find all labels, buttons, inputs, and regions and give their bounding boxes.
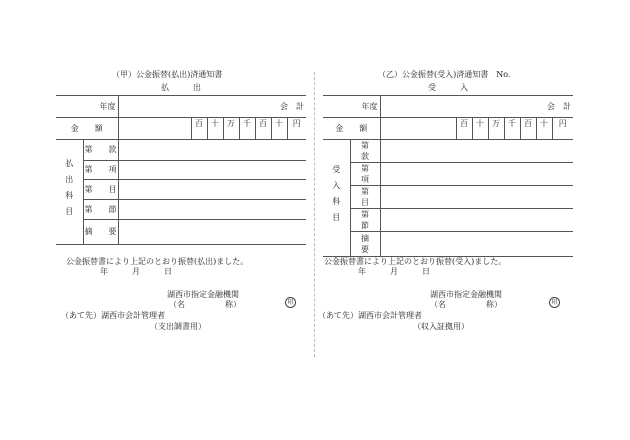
- left-side-label: 払出科目: [64, 158, 74, 223]
- left-field-kan[interactable]: [118, 139, 306, 160]
- left-row-kan: 第 款: [83, 139, 118, 160]
- left-statement: 公金振替書により上記のとおり振替(払出)ました。: [66, 257, 249, 266]
- right-row-setsu: 第 節: [350, 208, 380, 231]
- right-digit-hyaku2: 百: [520, 117, 536, 139]
- left-header-cell: [56, 80, 306, 95]
- right-title: （乙）公金振替(受入)済通知書 No.: [378, 70, 511, 79]
- right-to: （あて先）湖西市会計管理者: [318, 311, 422, 320]
- left-digit-en: 円: [287, 117, 306, 139]
- left-digit-man: 万: [223, 117, 239, 139]
- right-kingaku-label: 金 額: [323, 117, 380, 139]
- right-header-cell: [323, 80, 573, 95]
- left-amount-field[interactable]: [118, 117, 191, 139]
- right-digit-en: 円: [552, 117, 573, 139]
- right-table: [323, 80, 573, 257]
- right-side-label-cell: [323, 139, 350, 256]
- right-row-kou: 第 項: [350, 162, 380, 185]
- right-digit-sen: 千: [504, 117, 520, 139]
- left-purpose: （支出調書用）: [150, 322, 206, 331]
- left-kaikei-label: 会 計: [118, 95, 306, 117]
- right-row-kan: 第 款: [350, 139, 380, 162]
- left-digit-juu2: 十: [271, 117, 287, 139]
- right-amount-field[interactable]: [380, 117, 456, 139]
- right-field-kou[interactable]: [380, 162, 573, 185]
- right-digit-juu: 十: [472, 117, 488, 139]
- right-header: 受 入: [428, 82, 468, 92]
- left-nendo-label: 年度: [56, 95, 118, 117]
- right-side-label: 受入科目: [331, 164, 341, 229]
- left-digit-hyaku: 百: [191, 117, 207, 139]
- left-header: 払 出: [161, 82, 201, 92]
- left-bank-name: （名 称）: [169, 300, 241, 309]
- right-row-moku: 第 目: [350, 185, 380, 208]
- right-seal: 印: [549, 297, 560, 308]
- left-seal: 印: [285, 297, 296, 308]
- left-row-kou: 第 項: [83, 160, 118, 179]
- left-to: （あて先）湖西市会計管理者: [61, 311, 165, 320]
- right-field-setsu[interactable]: [380, 208, 573, 231]
- right-digit-juu2: 十: [536, 117, 552, 139]
- right-bank-name: （名 称）: [430, 300, 502, 309]
- right-field-moku[interactable]: [380, 185, 573, 208]
- left-field-setsu[interactable]: [118, 199, 306, 219]
- left-digit-hyaku2: 百: [255, 117, 271, 139]
- left-row-tekiyou: 摘 要: [83, 219, 118, 244]
- right-bank: 湖西市指定金融機関: [430, 290, 502, 299]
- left-digit-sen: 千: [239, 117, 255, 139]
- right-purpose: （収入証拠用）: [413, 322, 469, 331]
- left-table: [56, 80, 306, 245]
- left-row-moku: 第 目: [83, 179, 118, 199]
- right-digit-man: 万: [488, 117, 504, 139]
- left-date: 年 月 日: [100, 267, 172, 276]
- right-date: 年 月 日: [358, 267, 430, 276]
- left-side-label-cell: [56, 139, 83, 244]
- right-nendo-label: 年度: [323, 95, 380, 117]
- center-divider: [314, 72, 315, 357]
- left-field-kou[interactable]: [118, 160, 306, 179]
- right-field-tekiyou[interactable]: [380, 231, 573, 256]
- left-row-setsu: 第 節: [83, 199, 118, 219]
- right-digit-hyaku: 百: [456, 117, 472, 139]
- left-title: （甲）公金振替(払出)済通知書: [112, 70, 223, 79]
- right-row-tekiyou: 摘 要: [350, 231, 380, 256]
- right-kaikei-label: 会 計: [380, 95, 573, 117]
- left-bank: 湖西市指定金融機関: [167, 290, 239, 299]
- left-kingaku-label: 金 額: [56, 117, 118, 139]
- left-digit-juu: 十: [207, 117, 223, 139]
- left-field-moku[interactable]: [118, 179, 306, 199]
- right-statement: 公金振替書により上記のとおり振替(受入)ました。: [324, 257, 507, 266]
- right-field-kan[interactable]: [380, 139, 573, 162]
- left-field-tekiyou[interactable]: [118, 219, 306, 244]
